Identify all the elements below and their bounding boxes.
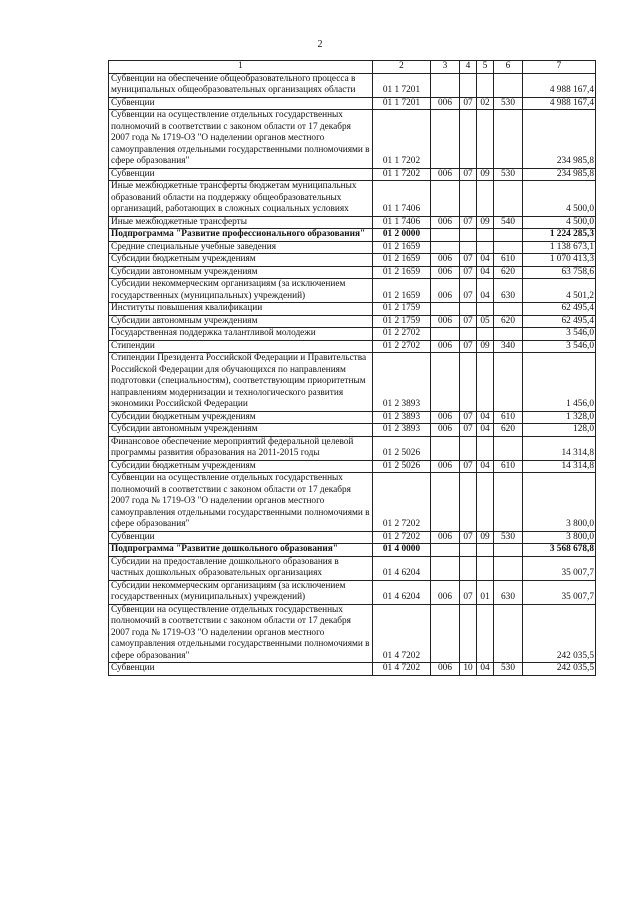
row-amount: 234 985,8 [523, 110, 596, 169]
row-subsection: 04 [477, 254, 494, 267]
row-expense-type: 610 [494, 254, 523, 267]
row-grbs: 006 [431, 279, 460, 303]
row-grbs: 006 [431, 97, 460, 110]
row-amount: 1 070 413,3 [523, 254, 596, 267]
row-name: Стипендии [109, 340, 373, 353]
row-section: 07 [460, 168, 477, 181]
row-name: Подпрограмма "Развитие дошкольного образования" [109, 544, 373, 557]
table-row [109, 97, 596, 110]
row-expense-type: 610 [494, 411, 523, 424]
table-row [109, 544, 596, 557]
row-grbs [431, 353, 460, 412]
row-code: 01 2 1659 [373, 279, 431, 303]
row-subsection: 04 [477, 460, 494, 473]
row-section: 07 [460, 580, 477, 604]
row-section: 07 [460, 254, 477, 267]
table-row [109, 556, 596, 580]
table-row [109, 340, 596, 353]
table-row [109, 604, 596, 663]
row-grbs: 006 [431, 460, 460, 473]
table-row [109, 279, 596, 303]
row-subsection [477, 303, 494, 316]
row-expense-type: 530 [494, 663, 523, 676]
row-code: 01 4 6204 [373, 580, 431, 604]
row-grbs: 006 [431, 531, 460, 544]
row-subsection: 04 [477, 279, 494, 303]
row-amount: 63 758,6 [523, 266, 596, 279]
row-name: Субсидии бюджетным учреждениям [109, 411, 373, 424]
row-section [460, 181, 477, 217]
row-code: 01 2 1659 [373, 241, 431, 254]
table-row [109, 181, 596, 217]
row-name: Субвенции [109, 97, 373, 110]
column-header: 4 [460, 61, 477, 74]
row-section: 07 [460, 340, 477, 353]
row-amount: 3 800,0 [523, 531, 596, 544]
row-amount: 3 800,0 [523, 473, 596, 532]
table-row [109, 424, 596, 437]
row-code: 01 2 2702 [373, 340, 431, 353]
row-grbs: 006 [431, 663, 460, 676]
row-subsection [477, 544, 494, 557]
table-body [109, 73, 596, 675]
row-subsection: 04 [477, 663, 494, 676]
row-grbs: 006 [431, 168, 460, 181]
row-amount: 242 035,5 [523, 604, 596, 663]
row-amount: 14 314,8 [523, 436, 596, 460]
table-row [109, 460, 596, 473]
row-subsection [477, 556, 494, 580]
row-subsection [477, 73, 494, 97]
row-name: Субвенции на обеспечение общеобразовательного процесса в муниципальных общеобразовательных организациях области [109, 73, 373, 97]
column-header: 2 [373, 61, 431, 74]
row-expense-type: 530 [494, 97, 523, 110]
row-grbs: 006 [431, 340, 460, 353]
row-code: 01 1 7202 [373, 168, 431, 181]
row-grbs [431, 436, 460, 460]
budget-table [108, 60, 596, 676]
row-grbs: 006 [431, 315, 460, 328]
row-section: 07 [460, 279, 477, 303]
row-amount: 234 985,8 [523, 168, 596, 181]
row-section [460, 328, 477, 341]
row-section: 07 [460, 216, 477, 229]
row-grbs [431, 110, 460, 169]
column-header: 7 [523, 61, 596, 74]
row-amount: 1 328,0 [523, 411, 596, 424]
row-section: 07 [460, 97, 477, 110]
row-amount: 4 988 167,4 [523, 97, 596, 110]
row-name: Субсидии автономным учреждениям [109, 315, 373, 328]
row-expense-type [494, 436, 523, 460]
row-grbs: 006 [431, 411, 460, 424]
row-grbs: 006 [431, 424, 460, 437]
row-code: 01 4 7202 [373, 663, 431, 676]
row-expense-type [494, 604, 523, 663]
row-section [460, 473, 477, 532]
row-subsection: 04 [477, 266, 494, 279]
row-subsection [477, 229, 494, 242]
table-row [109, 168, 596, 181]
page-number: 2 [317, 39, 323, 50]
row-name: Субвенции на осуществление отдельных государственных полномочий в соответствии с законом области от 17 декабря 2007 года № 1719-ОЗ "О наделении органов местного самоуправления отдельными государственными полномочиями в сфере образования" [109, 110, 373, 169]
row-expense-type: 340 [494, 340, 523, 353]
row-name: Государственная поддержка талантливой молодежи [109, 328, 373, 341]
row-subsection: 04 [477, 411, 494, 424]
row-name: Иные межбюджетные трансферты бюджетам муниципальных образований области на поддержку общеобразовательных организаций, работающих в сложных социальных условиях [109, 181, 373, 217]
row-subsection: 05 [477, 315, 494, 328]
row-code: 01 1 7406 [373, 216, 431, 229]
row-grbs [431, 556, 460, 580]
row-code: 01 1 7201 [373, 97, 431, 110]
column-header: 6 [494, 61, 523, 74]
row-name: Субсидии автономным учреждениям [109, 424, 373, 437]
row-expense-type [494, 110, 523, 169]
row-subsection [477, 604, 494, 663]
table-row [109, 229, 596, 242]
column-header: 3 [431, 61, 460, 74]
row-code: 01 2 1759 [373, 315, 431, 328]
table-row [109, 254, 596, 267]
row-amount: 4 500,0 [523, 181, 596, 217]
row-code: 01 2 3893 [373, 424, 431, 437]
row-section: 07 [460, 531, 477, 544]
row-grbs [431, 328, 460, 341]
row-code: 01 4 7202 [373, 604, 431, 663]
row-name: Субсидии автономным учреждениям [109, 266, 373, 279]
table-row [109, 531, 596, 544]
row-name: Субвенции [109, 663, 373, 676]
row-expense-type: 620 [494, 266, 523, 279]
row-amount: 62 495,4 [523, 303, 596, 316]
row-amount: 128,0 [523, 424, 596, 437]
row-name: Подпрограмма "Развитие профессионального образования" [109, 229, 373, 242]
row-amount: 35 007,7 [523, 580, 596, 604]
row-grbs [431, 544, 460, 557]
row-expense-type [494, 353, 523, 412]
table-row [109, 216, 596, 229]
row-subsection [477, 110, 494, 169]
row-name: Субсидии бюджетным учреждениям [109, 254, 373, 267]
row-name: Субсидии некоммерческим организациям (за исключением государственных (муниципальных) учреждений) [109, 580, 373, 604]
column-header: 1 [109, 61, 373, 74]
table-row [109, 315, 596, 328]
table-row [109, 328, 596, 341]
table-row [109, 110, 596, 169]
row-section [460, 544, 477, 557]
table-row [109, 353, 596, 412]
row-subsection: 09 [477, 216, 494, 229]
row-section [460, 436, 477, 460]
row-subsection [477, 436, 494, 460]
row-expense-type [494, 328, 523, 341]
row-code: 01 1 7406 [373, 181, 431, 217]
row-subsection [477, 328, 494, 341]
row-code: 01 2 5026 [373, 436, 431, 460]
table-row [109, 73, 596, 97]
row-subsection: 02 [477, 97, 494, 110]
row-section [460, 110, 477, 169]
row-expense-type [494, 303, 523, 316]
row-code: 01 2 2702 [373, 328, 431, 341]
row-subsection [477, 353, 494, 412]
row-grbs [431, 181, 460, 217]
row-subsection [477, 181, 494, 217]
row-amount: 35 007,7 [523, 556, 596, 580]
row-name: Средние специальные учебные заведения [109, 241, 373, 254]
row-expense-type: 610 [494, 460, 523, 473]
row-grbs: 006 [431, 266, 460, 279]
row-grbs [431, 241, 460, 254]
row-name: Субвенции на осуществление отдельных государственных полномочий в соответствии с законом области от 17 декабря 2007 года № 1719-ОЗ "О наделении органов местного самоуправления отдельными государственными полномочиями в сфере образования" [109, 604, 373, 663]
row-expense-type: 540 [494, 216, 523, 229]
row-expense-type [494, 473, 523, 532]
row-subsection: 04 [477, 424, 494, 437]
row-expense-type [494, 556, 523, 580]
row-expense-type: 530 [494, 168, 523, 181]
row-amount: 62 495,4 [523, 315, 596, 328]
row-section: 07 [460, 266, 477, 279]
row-name: Субсидии на предоставление дошкольного образования в частных дошкольных образовательных организациях [109, 556, 373, 580]
row-section: 07 [460, 460, 477, 473]
row-name: Стипендии Президента Российской Федерации и Правительства Российской Федерации для обучающихся по направлениям подготовки (специальностям), соответствующим приоритетным направлениям модернизации и технологического развития экономики Российской Федерации [109, 353, 373, 412]
row-grbs [431, 73, 460, 97]
row-amount: 1 224 285,3 [523, 229, 596, 242]
row-amount: 3 546,0 [523, 340, 596, 353]
row-grbs [431, 229, 460, 242]
table-row [109, 663, 596, 676]
row-amount: 3 546,0 [523, 328, 596, 341]
row-subsection: 09 [477, 168, 494, 181]
table-row [109, 436, 596, 460]
row-code: 01 2 7202 [373, 473, 431, 532]
row-expense-type [494, 181, 523, 217]
row-section: 07 [460, 411, 477, 424]
row-code: 01 4 6204 [373, 556, 431, 580]
row-expense-type [494, 229, 523, 242]
row-expense-type: 620 [494, 315, 523, 328]
row-name: Субвенции [109, 168, 373, 181]
row-section [460, 353, 477, 412]
row-name: Субвенции [109, 531, 373, 544]
row-name: Иные межбюджетные трансферты [109, 216, 373, 229]
row-name: Субсидии бюджетным учреждениям [109, 460, 373, 473]
row-expense-type [494, 73, 523, 97]
row-expense-type [494, 241, 523, 254]
table-row [109, 473, 596, 532]
row-code: 01 2 0000 [373, 229, 431, 242]
row-expense-type: 620 [494, 424, 523, 437]
row-section: 07 [460, 315, 477, 328]
row-section [460, 73, 477, 97]
row-name: Финансовое обеспечение мероприятий федеральной целевой программы развития образования на 2011-2015 годы [109, 436, 373, 460]
row-section [460, 556, 477, 580]
row-name: Субсидии некоммерческим организациям (за исключением государственных (муниципальных) учреждений) [109, 279, 373, 303]
row-amount: 242 035,5 [523, 663, 596, 676]
row-name: Институты повышения квалификации [109, 303, 373, 316]
table-row [109, 266, 596, 279]
row-grbs [431, 604, 460, 663]
row-expense-type: 530 [494, 531, 523, 544]
row-subsection [477, 241, 494, 254]
row-section [460, 229, 477, 242]
row-expense-type: 630 [494, 279, 523, 303]
row-grbs: 006 [431, 216, 460, 229]
row-code: 01 2 5026 [373, 460, 431, 473]
table-row [109, 411, 596, 424]
row-grbs: 006 [431, 254, 460, 267]
row-grbs [431, 303, 460, 316]
row-code: 01 2 3893 [373, 353, 431, 412]
row-section [460, 604, 477, 663]
row-code: 01 2 3893 [373, 411, 431, 424]
row-amount: 1 456,0 [523, 353, 596, 412]
row-amount: 3 568 678,8 [523, 544, 596, 557]
row-section: 07 [460, 424, 477, 437]
row-section [460, 241, 477, 254]
table-row [109, 580, 596, 604]
row-amount: 4 500,0 [523, 216, 596, 229]
row-grbs [431, 473, 460, 532]
row-code: 01 2 1659 [373, 254, 431, 267]
table-row [109, 303, 596, 316]
column-header: 5 [477, 61, 494, 74]
table-row [109, 241, 596, 254]
row-subsection [477, 473, 494, 532]
row-amount: 4 988 167,4 [523, 73, 596, 97]
row-subsection: 09 [477, 340, 494, 353]
row-code: 01 2 1659 [373, 266, 431, 279]
row-expense-type [494, 544, 523, 557]
row-subsection: 01 [477, 580, 494, 604]
row-name: Субвенции на осуществление отдельных государственных полномочий в соответствии с законом области от 17 декабря 2007 года № 1719-ОЗ "О наделении органов местного самоуправления отдельными государственными полномочиями в сфере образования" [109, 473, 373, 532]
row-amount: 14 314,8 [523, 460, 596, 473]
row-amount: 4 501,2 [523, 279, 596, 303]
row-grbs: 006 [431, 580, 460, 604]
row-code: 01 2 1759 [373, 303, 431, 316]
row-section [460, 303, 477, 316]
row-subsection: 09 [477, 531, 494, 544]
row-amount: 1 138 673,1 [523, 241, 596, 254]
row-section: 10 [460, 663, 477, 676]
row-code: 01 4 0000 [373, 544, 431, 557]
header-row [109, 61, 596, 74]
row-code: 01 1 7202 [373, 110, 431, 169]
row-expense-type: 630 [494, 580, 523, 604]
row-code: 01 1 7201 [373, 73, 431, 97]
row-code: 01 2 7202 [373, 531, 431, 544]
